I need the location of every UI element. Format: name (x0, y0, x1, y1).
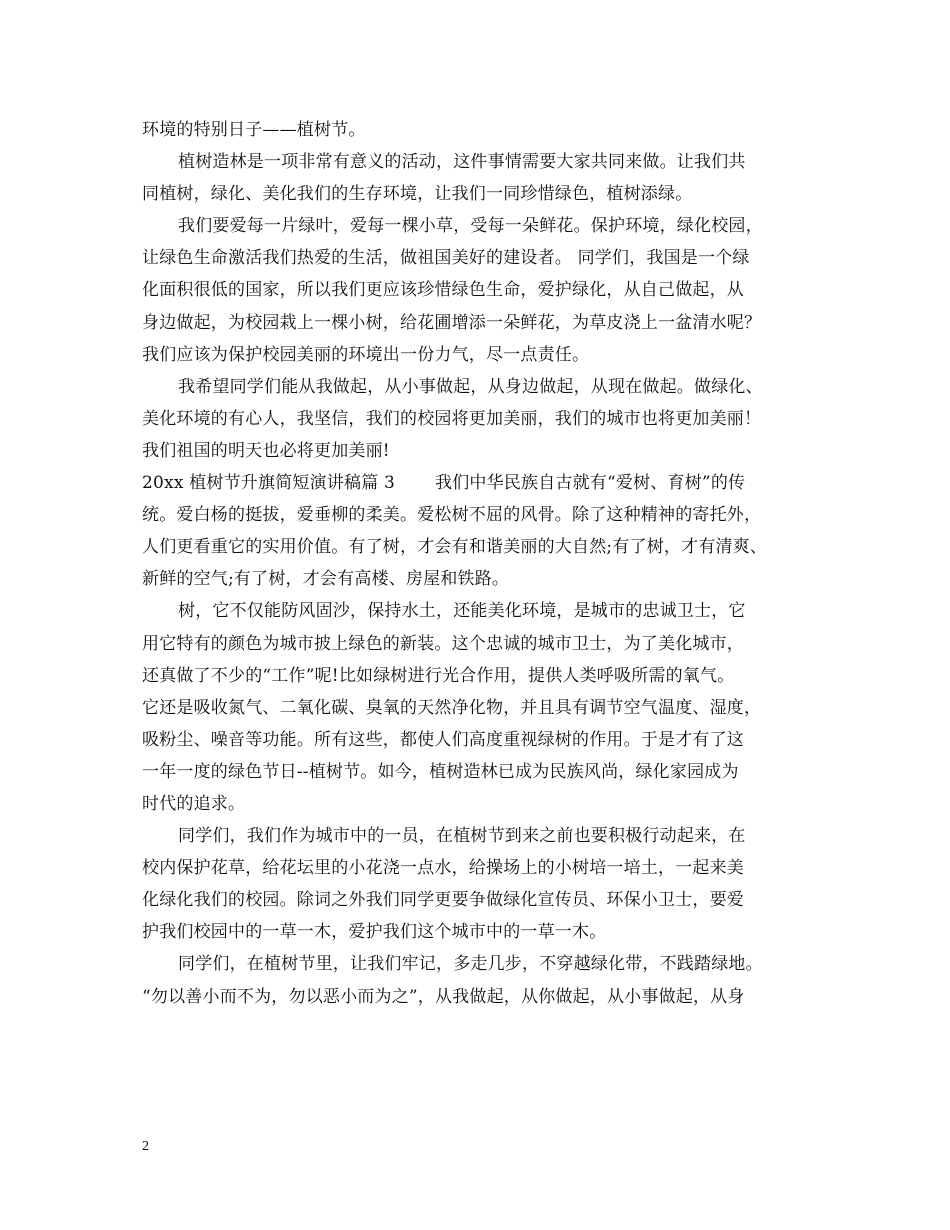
text-line: 统。爱白杨的挺拔，爱垂柳的柔美。爱松树不屈的风骨。除了这种精神的寄托外， (142, 505, 762, 526)
paragraph-first-line: 同学们，在植树节里，让我们牢记，多走几步，不穿越绿化带，不践踏绿地。 (178, 954, 763, 975)
text-line: 时代的追求。 (142, 793, 246, 814)
text-line: 用它特有的颜色为城市披上绿色的新装。这个忠诚的城市卫士，为了美化城市， (142, 633, 744, 654)
paragraph-first-line: 我们要爱每一片绿叶，爱每一棵小草，受每一朵鲜花。保护环境，绿化校园， (178, 216, 763, 237)
text-line: 护我们校园中的一草一木，爱护我们这个城市中的一草一木。 (142, 922, 607, 943)
text-line: 同植树，绿化、美化我们的生存环境，让我们一同珍惜绿色，植树添绿。 (142, 184, 693, 205)
text-line: 我们祖国的明天也必将更加美丽! (142, 440, 390, 461)
text-line: 人们更看重它的实用价值。有了树，才会有和谐美丽的大自然;有了树，才有清爽、 (142, 537, 768, 558)
text-line: 化绿化我们的校园。除词之外我们同学更要争做绿化宣传员、环保小卫士，要爱 (142, 890, 744, 911)
text-line: 身边做起，为校园栽上一棵小树，给花圃增添一朵鲜花，为草皮浇上一盆清水呢？ (142, 312, 762, 333)
text-line: 吸粉尘、噪音等功能。所有这些，都使人们高度重视绿树的作用。于是才有了这 (142, 729, 744, 750)
paragraph-first-line: 树，它不仅能防风固沙，保持水土，还能美化环境，是城市的忠诚卫士，它 (178, 601, 746, 622)
section-heading-line: 20xx 植树节升旗简短演讲稿篇 3 我们中华民族自古就有“爱树、育树”的传 (142, 473, 746, 494)
paragraph-first-line: 同学们，我们作为城市中的一员，在植树节到来之前也要积极行动起来，在 (178, 826, 746, 847)
paragraph-first-line: 植树造林是一项非常有意义的活动，这件事情需要大家共同来做。让我们共 (178, 152, 746, 173)
text-line: “勿以善小而不为，勿以恶小而为之”，从我做起，从你做起，从小事做起，从身 (142, 986, 745, 1007)
text-line: 让绿色生命激活我们热爱的生活，做祖国美好的建设者。 同学们，我国是一个绿 (142, 248, 750, 269)
body-text (142, 114, 812, 1013)
text-line: 它还是吸收氮气、二氧化碳、臭氧的天然净化物，并且具有调节空气温度、湿度， (142, 697, 762, 718)
text-line: 环境的特别日子——植树节。 (142, 120, 366, 140)
text-line: 我们应该为保护校园美丽的环境出一份力气，尽一点责任。 (142, 344, 590, 365)
page-number: 2 (142, 1139, 149, 1154)
text-line: 新鲜的空气;有了树，才会有高楼、房屋和铁路。 (142, 569, 510, 590)
text-line: 化面积很低的国家，所以我们更应该珍惜绿色生命，爱护绿化，从自己做起，从 (142, 280, 744, 301)
paragraph-first-line: 我希望同学们能从我做起，从小事做起，从身边做起，从现在做起。做绿化、 (178, 376, 763, 397)
text-line: 一年一度的绿色节日--植树节。如今，植树造林已成为民族风尚，绿化家园成为 (142, 761, 739, 782)
text-line: 还真做了不少的“工作”呢!比如绿树进行光合作用，提供人类呼吸所需的氧气。 (142, 665, 735, 686)
text-line: 校内保护花草，给花坛里的小花浇一点水，给操场上的小树培一培土，一起来美 (142, 858, 744, 879)
text-line: 美化环境的有心人，我坚信，我们的校园将更加美丽，我们的城市也将更加美丽！ (142, 408, 762, 429)
